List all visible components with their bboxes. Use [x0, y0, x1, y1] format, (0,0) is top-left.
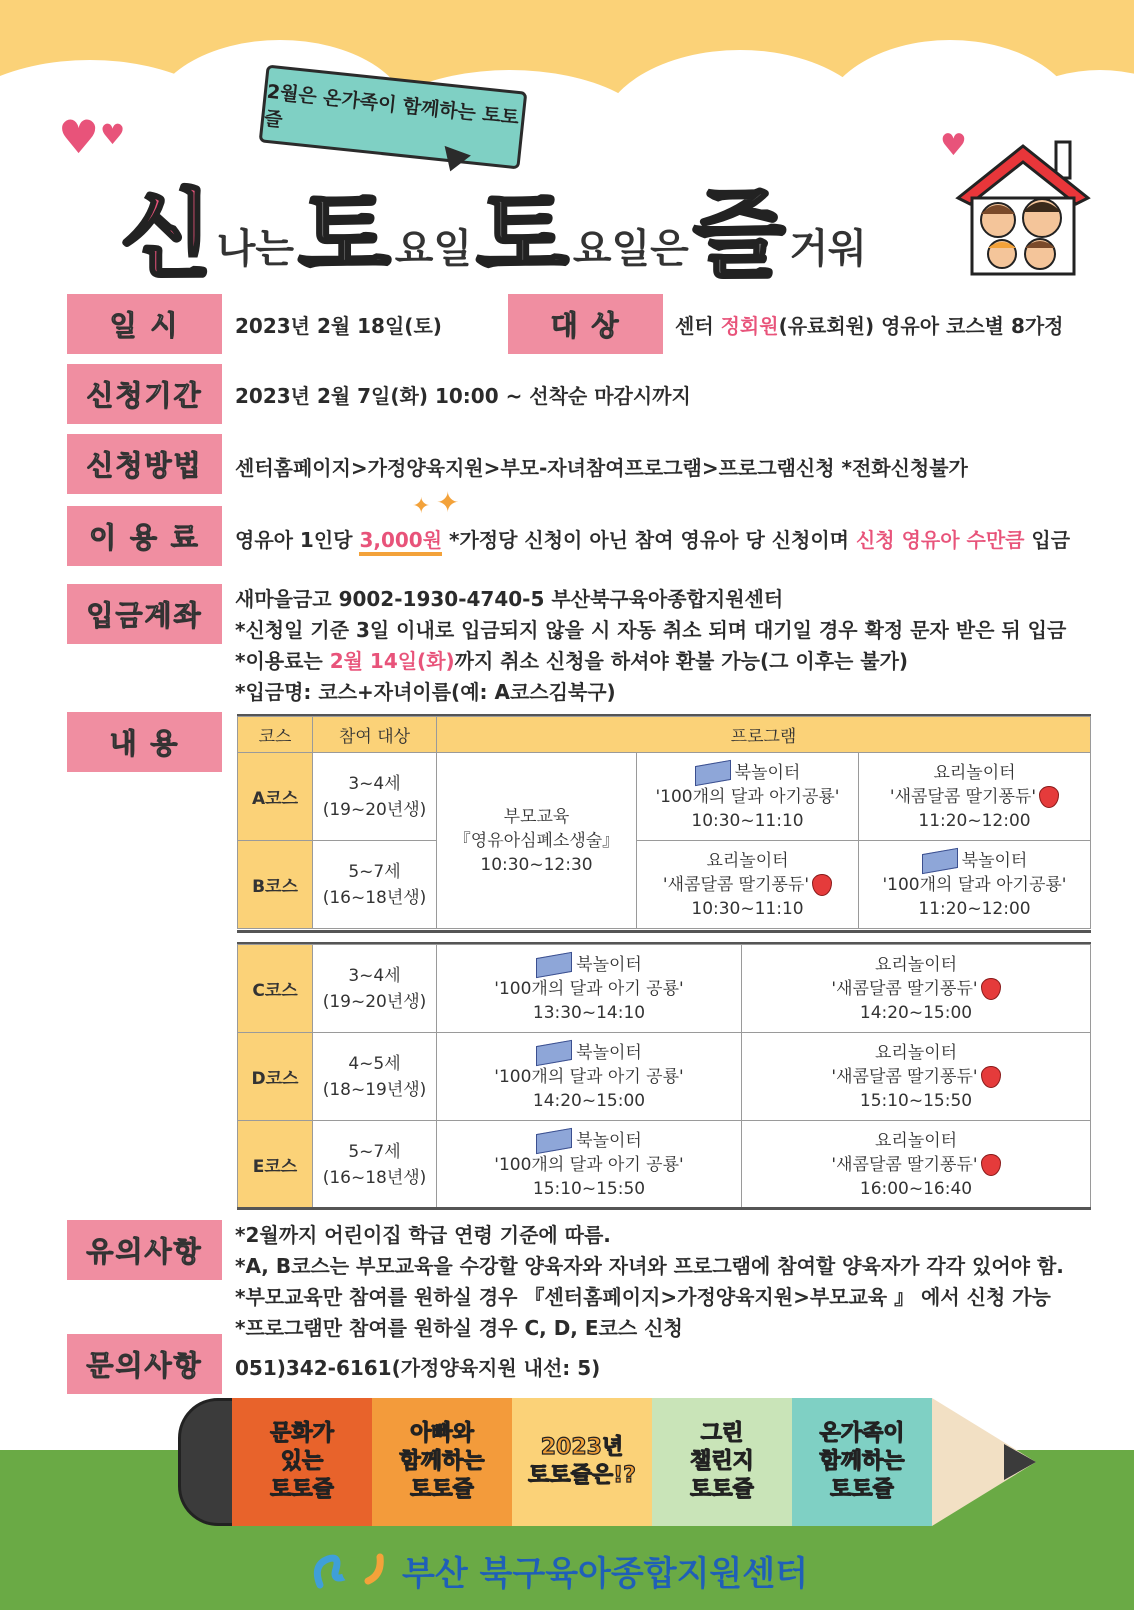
label-fee: [67, 506, 222, 566]
segment-line: 함께하는: [399, 1449, 485, 1474]
label-text: 유의사항: [86, 1235, 203, 1268]
date-text: 2023년 2월 18일(토): [235, 314, 442, 338]
program-title: '새콤달콤 딸기퐁듀': [889, 786, 1037, 807]
label-text: 입금계좌: [86, 599, 203, 632]
course-table-cde: [237, 944, 1091, 1209]
course-b: B코스: [238, 841, 313, 929]
strawberry-icon: [981, 1066, 1001, 1088]
account-line: *입금명: 코스+자녀이름(예: A코스김북구): [235, 680, 616, 704]
label-text: 내 용: [109, 727, 180, 760]
note-line: *A, B코스는 부모교육을 수강할 양육자와 자녀와 프로그램에 참여할 양육자가 각각 있어야 함.: [235, 1254, 1064, 1278]
program-cell: [742, 1033, 1091, 1121]
footer-text: 부산 북구육아종합지원센터: [402, 1553, 808, 1594]
title-char: 토: [298, 179, 391, 291]
header-course: 코스: [238, 717, 313, 753]
note-line: *2월까지 어린이집 학급 연령 기준에 따름.: [235, 1223, 611, 1247]
program-title: '새콤달콤 딸기퐁듀': [831, 978, 978, 999]
age-text: 3~4세: [348, 773, 401, 794]
course-d: D코스: [238, 1033, 313, 1121]
fee-text: [235, 524, 1070, 553]
target-highlight: 정회원: [720, 314, 779, 338]
program-cell: [859, 753, 1091, 841]
table-bottom-line: [237, 930, 1091, 933]
program-time: 15:10~15:50: [532, 1178, 646, 1199]
age-text: 5~7세: [348, 861, 401, 882]
family-house-icon: [948, 138, 1098, 278]
book-icon: [536, 951, 572, 977]
program-name: 북놀이터: [576, 1042, 642, 1063]
fee-prefix: 영유아 1인당: [235, 528, 360, 552]
segment-line: 챌린지: [690, 1449, 754, 1474]
title-char: 신: [120, 179, 213, 291]
program-time: 13:30~14:10: [532, 1002, 646, 1023]
program-cell: [742, 1121, 1091, 1209]
program-title: '새콤달콤 딸기퐁듀': [831, 1154, 978, 1175]
course-a: A코스: [238, 753, 313, 841]
program-cell: [859, 841, 1091, 929]
note-line: *프로그램만 참여를 원하실 경우 C, D, E코스 신청: [235, 1316, 683, 1340]
program-cell: [637, 753, 859, 841]
program-title: '100개의 달과 아기 공룡': [494, 978, 684, 999]
segment-line: 그린: [700, 1421, 744, 1446]
age-text: 4~5세: [348, 1053, 401, 1074]
label-text: 신청기간: [86, 379, 203, 412]
fee-middle: *가정당 신청이 아닌 참여 영유아 당 신청이며: [442, 528, 856, 552]
segment-line: 아빠와: [410, 1421, 474, 1446]
born-text: (19~20년생): [322, 991, 427, 1012]
heart-icon: ♥: [940, 128, 967, 163]
account-line3-suffix: 까지 취소 신청을 하셔야 환불 가능(그 이후는 불가): [454, 649, 909, 673]
title-word: 요일: [394, 226, 473, 272]
header-program: 프로그램: [437, 717, 1091, 753]
label-contact: [67, 1334, 222, 1394]
program-name: 요리놀이터: [874, 954, 958, 975]
banner-text: 2월은 온가족이 함께하는 토토즐: [262, 80, 521, 132]
segment-line: 문화가: [270, 1421, 334, 1446]
pencil-graphic: [170, 1398, 1040, 1526]
label-text: 대 상: [550, 309, 621, 342]
age-cell: [313, 1121, 437, 1209]
segment-line: 함께하는: [819, 1449, 905, 1474]
program-time: 14:20~15:00: [859, 1002, 973, 1023]
account-line3-prefix: *이용료는: [235, 649, 330, 673]
book-icon: [536, 1127, 572, 1153]
program-time: 15:10~15:50: [859, 1090, 973, 1111]
note-line: *부모교육만 참여를 원하실 경우 『센터홈페이지>가정양육지원>부모교육 』 에서 신청 가능: [235, 1285, 1051, 1309]
account-line: [235, 646, 1066, 677]
book-icon: [536, 1039, 572, 1065]
label-text: 이 용 료: [89, 521, 200, 554]
title-char: 토: [476, 179, 569, 291]
period-text: 2023년 2월 7일(화) 10:00 ~ 선착순 마감시까지: [235, 384, 691, 408]
fee-highlight: 신청 영유아 수만큼: [855, 528, 1025, 552]
parent-edu-name: 부모교육: [503, 806, 570, 827]
pencil-segment: [232, 1398, 372, 1526]
label-target: [508, 294, 663, 354]
account-line3-highlight: 2월 14일(화): [329, 649, 455, 673]
notes-text: [235, 1220, 1064, 1344]
label-method: [67, 434, 222, 494]
program-title: '100개의 달과 아기 공룡': [494, 1066, 684, 1087]
book-icon: [695, 759, 731, 785]
parent-edu-cell: [437, 753, 637, 929]
segment-line: 있는: [280, 1449, 324, 1474]
segment-line: 토토즐: [690, 1477, 754, 1502]
program-title: '100개의 달과 아기공룡': [882, 874, 1067, 895]
born-text: (18~19년생): [322, 1079, 427, 1100]
program-name: 요리놀이터: [874, 1042, 958, 1063]
fee-suffix: 입금: [1024, 528, 1071, 552]
program-time: 10:30~11:10: [691, 810, 804, 831]
heart-icon: ♥: [100, 118, 126, 151]
program-name: 요리놀이터: [874, 1130, 958, 1151]
account-line: *신청일 기준 3일 이내로 입금되지 않을 시 자동 취소 되며 대기일 경우 확정 문자 받은 뒤 입금: [235, 618, 1067, 642]
program-cell: [437, 945, 742, 1033]
contact-text: 051)342-6161(가정양육지원 내선: 5): [235, 1356, 601, 1380]
title-char: 즐: [692, 179, 786, 291]
strawberry-icon: [812, 874, 832, 896]
label-text: 일 시: [109, 309, 180, 342]
parent-edu-time: 10:30~12:30: [480, 854, 593, 875]
program-name: 북놀이터: [576, 954, 642, 975]
method-text: 센터홈페이지>가정양육지원>부모-자녀참여프로그램>프로그램신청 *전화신청불가: [235, 456, 968, 480]
age-cell: [313, 841, 437, 929]
program-name: 북놀이터: [576, 1130, 642, 1151]
target-suffix: (유료회원) 영유아 코스별 8가정: [778, 314, 1064, 338]
label-text: 문의사항: [86, 1349, 203, 1382]
target-prefix: 센터: [675, 314, 721, 338]
age-cell: [313, 753, 437, 841]
program-name: 북놀이터: [734, 762, 801, 783]
label-period: [67, 364, 222, 424]
pencil-segment: [652, 1398, 792, 1526]
program-title: '새콤달콤 딸기퐁듀': [662, 874, 810, 895]
title-word: 거워: [789, 226, 867, 272]
program-title: '100개의 달과 아기공룡': [655, 786, 840, 807]
age-text: 5~7세: [348, 1141, 401, 1162]
header-target: 참여 대상: [313, 717, 437, 753]
program-time: 11:20~12:00: [918, 898, 1031, 919]
segment-line: 온가족이: [819, 1421, 905, 1446]
program-name: 요리놀이터: [933, 762, 1016, 783]
title-word: 나는: [216, 226, 295, 272]
program-time: 14:20~15:00: [532, 1090, 646, 1111]
account-line: 새마을금고 9002-1930-4740-5 부산북구육아종합지원센터: [235, 587, 784, 611]
sparkle-icon: ✦: [412, 494, 431, 519]
page-title: [120, 155, 940, 291]
footer-org: [310, 1542, 870, 1598]
age-cell: [313, 1033, 437, 1121]
segment-line: 토토즐: [410, 1477, 474, 1502]
strawberry-icon: [1039, 786, 1059, 808]
program-cell: [437, 1033, 742, 1121]
born-text: (16~18년생): [322, 887, 427, 908]
strawberry-icon: [981, 1154, 1001, 1176]
center-logo-icon: [310, 1545, 390, 1595]
label-date: [67, 294, 222, 354]
program-title: '새콤달콤 딸기퐁듀': [831, 1066, 978, 1087]
strawberry-icon: [981, 978, 1001, 1000]
pencil-segment: [792, 1398, 932, 1526]
segment-line: 토토즐은!?: [528, 1463, 636, 1488]
heart-icon: ♥: [58, 110, 100, 164]
course-e: E코스: [238, 1121, 313, 1209]
program-cell: [437, 1121, 742, 1209]
pencil-segment: [372, 1398, 512, 1526]
label-notes: [67, 1220, 222, 1280]
label-content: [67, 712, 222, 772]
program-cell: [742, 945, 1091, 1033]
label-account: [67, 584, 222, 644]
table-bottom-line: [237, 1207, 1091, 1210]
fee-amount: 3,000원: [359, 528, 442, 556]
label-text: 신청방법: [86, 449, 203, 482]
course-table-ab: [237, 716, 1091, 929]
book-icon: [922, 847, 958, 873]
born-text: (19~20년생): [322, 799, 427, 820]
segment-line: 2023년: [540, 1435, 624, 1460]
pencil-eraser: [178, 1398, 240, 1526]
born-text: (16~18년생): [322, 1167, 427, 1188]
program-time: 16:00~16:40: [859, 1178, 973, 1199]
program-time: 11:20~12:00: [918, 810, 1031, 831]
age-text: 3~4세: [348, 965, 401, 986]
account-text: [235, 584, 1066, 708]
program-time: 10:30~11:10: [691, 898, 804, 919]
title-word: 요일은: [572, 226, 689, 272]
program-cell: [637, 841, 859, 929]
sparkle-icon: ✦: [436, 486, 460, 519]
parent-edu-title: 『영유아심폐소생술』: [453, 830, 620, 851]
program-title: '100개의 달과 아기 공룡': [494, 1154, 684, 1175]
program-name: 요리놀이터: [706, 850, 789, 871]
course-c: C코스: [238, 945, 313, 1033]
target-text: [675, 310, 1064, 339]
program-name: 북놀이터: [961, 850, 1028, 871]
segment-line: 토토즐: [830, 1477, 894, 1502]
segment-line: 토토즐: [270, 1477, 334, 1502]
pencil-segment: [512, 1398, 652, 1526]
pencil-tip: [932, 1398, 1040, 1526]
age-cell: [313, 945, 437, 1033]
